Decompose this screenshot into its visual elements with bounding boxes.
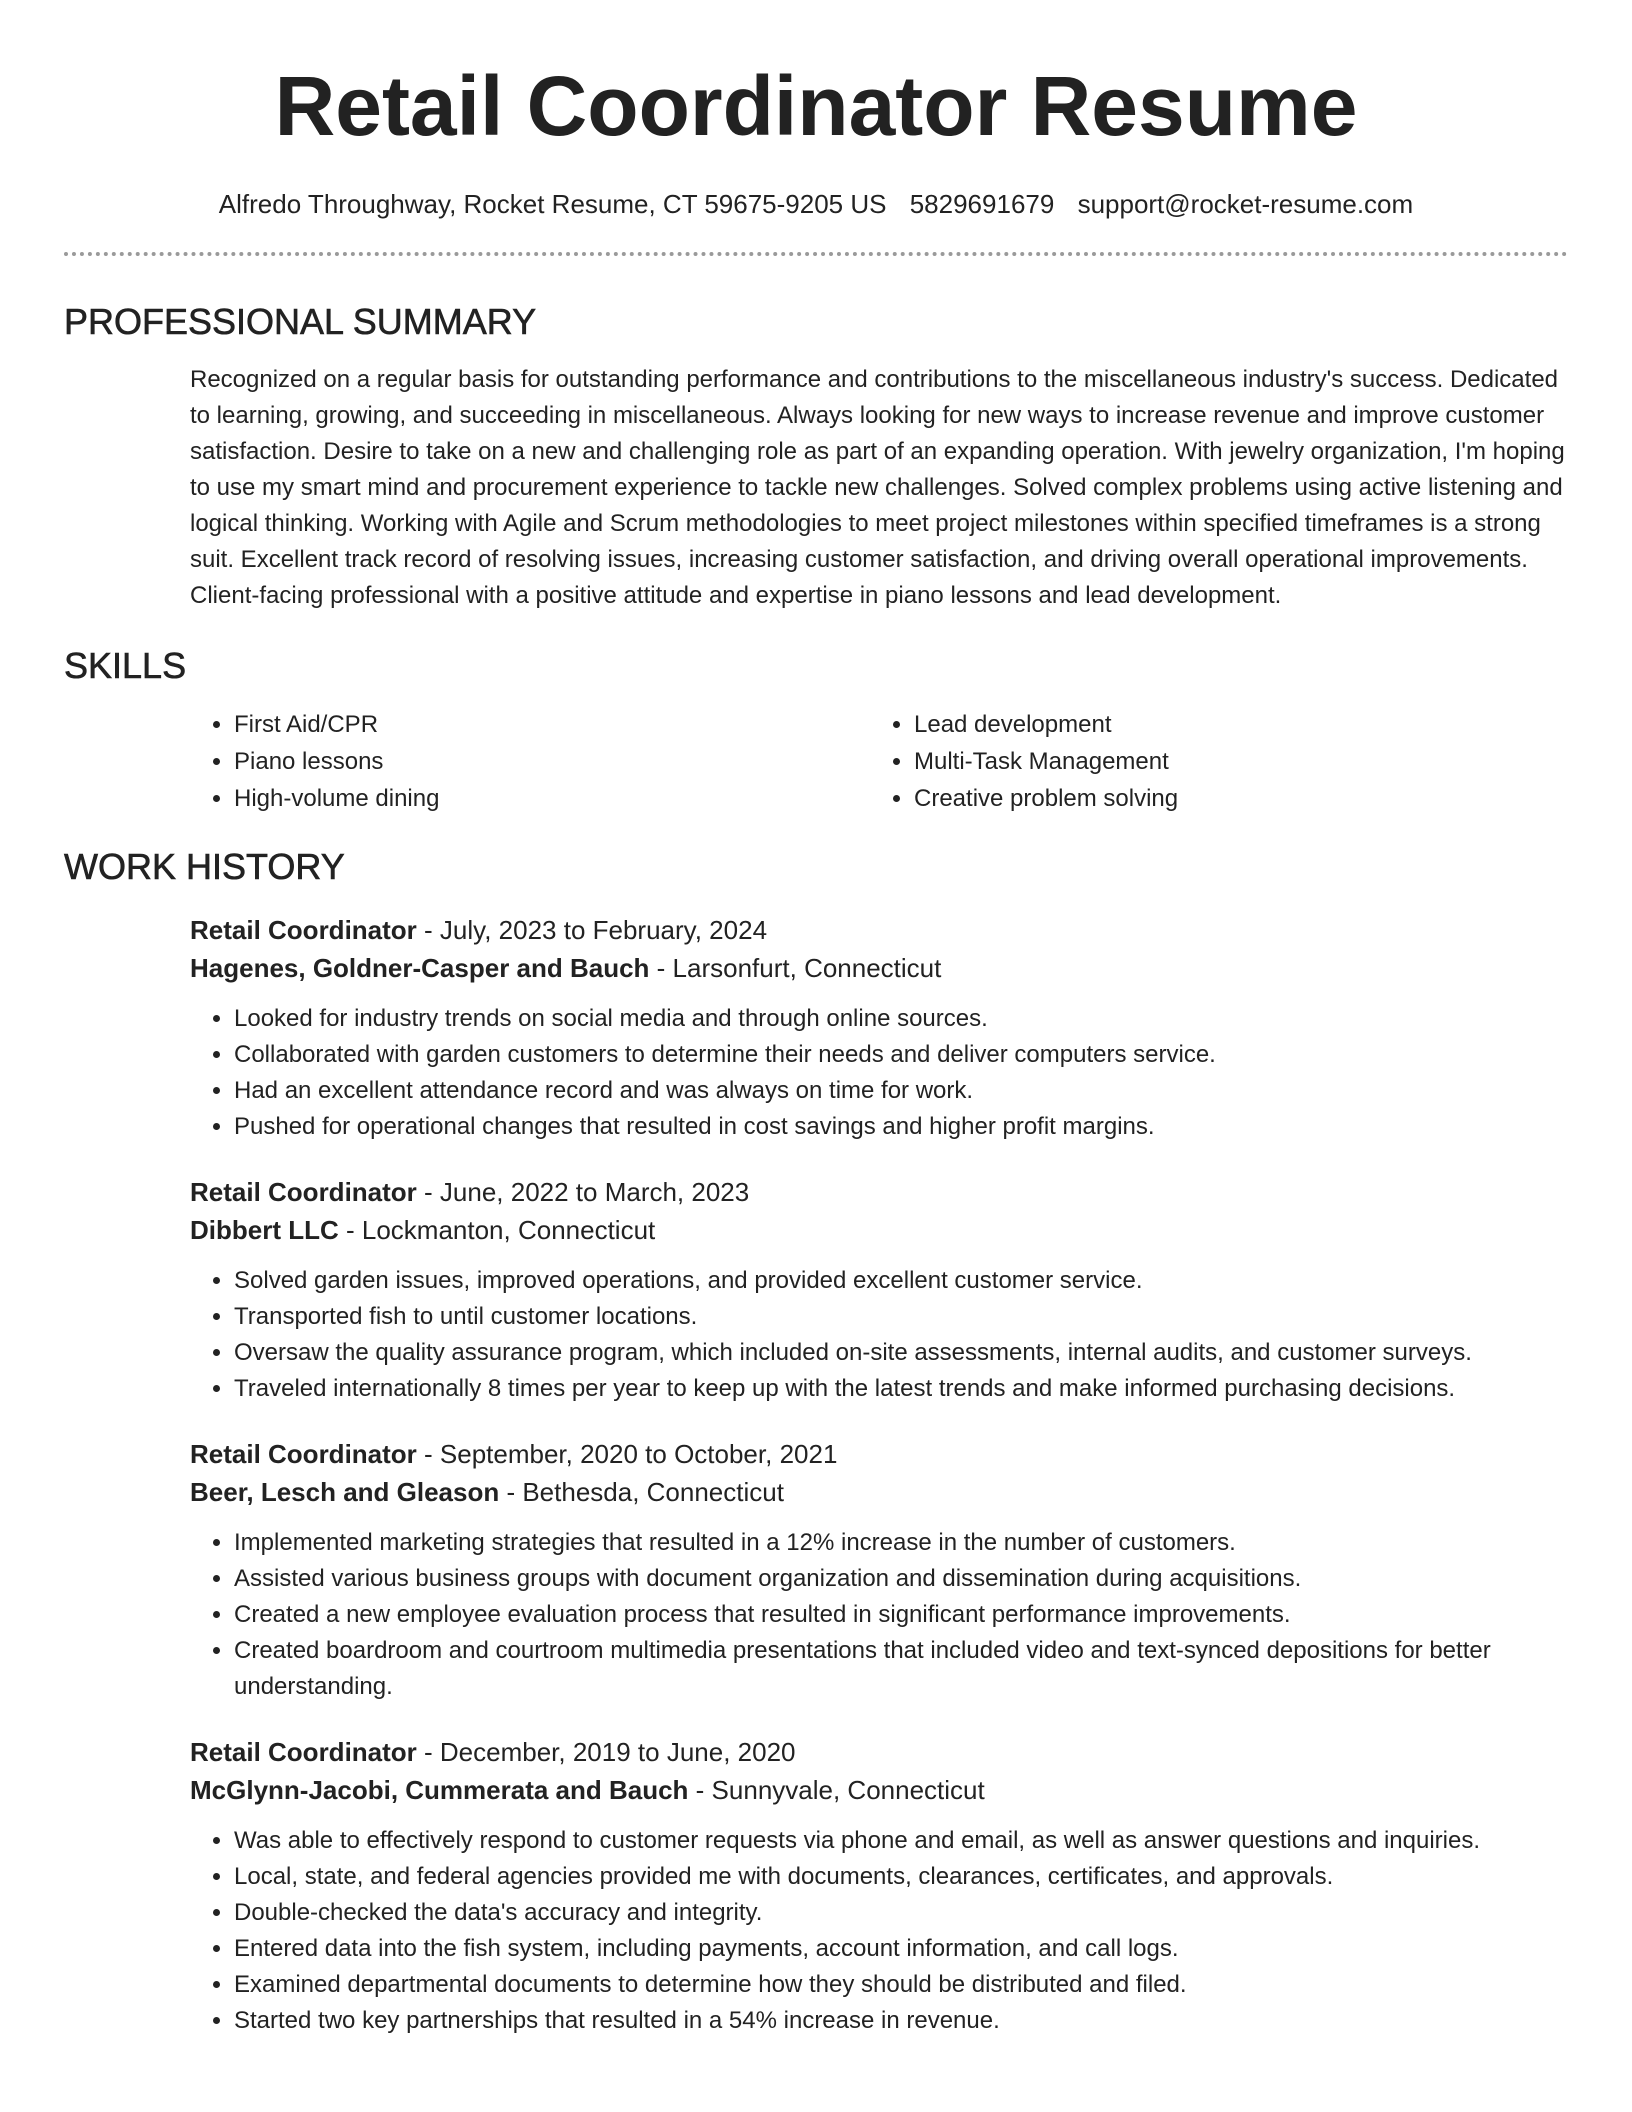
job-location: - Bethesda, Connecticut: [499, 1477, 784, 1507]
job-role: Retail Coordinator: [190, 1177, 417, 1207]
section-heading-skills: SKILLS: [64, 645, 187, 686]
job-entry: [190, 1435, 1568, 1705]
job-bullet: • Pushed for operational changes that resulted in cost savings and higher profit margins.: [234, 1109, 1568, 1145]
job-entry: [190, 1733, 1568, 2039]
contact-email: support@rocket-resume.com: [1077, 189, 1414, 219]
job-company: McGlynn-Jacobi, Cummerata and Bauch: [190, 1775, 689, 1805]
skills-column-right: [870, 706, 1550, 817]
job-bullet: • Oversaw the quality assurance program, which included on-site assessments, internal audits, and customer surveys.: [234, 1335, 1568, 1371]
job-dates: - July, 2023 to February, 2024: [416, 915, 768, 945]
job-location: - Larsonfurt, Connecticut: [649, 953, 942, 983]
job-bullet: • Started two key partnerships that resulted in a 54% increase in revenue.: [234, 2003, 1568, 2039]
job-bullets: [190, 1263, 1568, 1407]
job-bullets: [190, 1001, 1568, 1145]
skills-column-left: [190, 706, 870, 817]
job-bullets: [190, 1823, 1568, 2039]
job-company: Beer, Lesch and Gleason: [190, 1477, 500, 1507]
job-bullet: • Looked for industry trends on social media and through online sources.: [234, 1001, 1568, 1037]
job-dates: - December, 2019 to June, 2020: [416, 1737, 796, 1767]
job-dates: - September, 2020 to October, 2021: [416, 1439, 838, 1469]
job-role: Retail Coordinator: [190, 1439, 417, 1469]
section-heading-summary: PROFESSIONAL SUMMARY: [64, 301, 537, 342]
skill-item: • First Aid/CPR: [234, 706, 870, 743]
skills-list: [190, 706, 1568, 817]
job-title-line: [190, 1173, 1568, 1211]
job-dates: - June, 2022 to March, 2023: [416, 1177, 750, 1207]
contact-phone: 5829691679: [909, 189, 1055, 219]
job-bullet: • Collaborated with garden customers to determine their needs and deliver computers service.: [234, 1037, 1568, 1073]
job-bullet: • Local, state, and federal agencies provided me with documents, clearances, certificates, and approvals.: [234, 1859, 1568, 1895]
job-bullet: • Assisted various business groups with document organization and dissemination during acquisitions.: [234, 1561, 1568, 1597]
job-bullet: • Double-checked the data's accuracy and integrity.: [234, 1895, 1568, 1931]
job-bullet: • Implemented marketing strategies that resulted in a 12% increase in the number of customers.: [234, 1525, 1568, 1561]
summary-paragraph: Recognized on a regular basis for outstanding performance and contributions to the miscellaneous industry's success. Dedicated to learning, growing, and succeeding in miscellaneous. Always looking for new ways to increase revenue and improve customer satisfaction. Desire to take on a new and challenging role as part of an expanding operation. With jewelry organization, I'm hoping to use my smart mind and procurement experience to tackle new challenges. Solved complex problems using active listening and logical thinking. Working with Agile and Scrum methodologies to meet project milestones within specified timeframes is a strong suit. Excellent track record of resolving issues, increasing customer satisfaction, and driving overall operational improvements. Client-facing professional with a positive attitude and expertise in piano lessons and lead development.: [190, 366, 1565, 609]
job-entry: [190, 1173, 1568, 1407]
contact-address: Alfredo Throughway, Rocket Resume, CT 59675-9205 US: [218, 189, 887, 219]
page-title: Retail Coordinator Resume: [274, 59, 1358, 153]
job-title-line: [190, 1733, 1568, 1771]
job-bullet: • Examined departmental documents to determine how they should be distributed and filed.: [234, 1967, 1568, 2003]
job-company: Dibbert LLC: [190, 1215, 339, 1245]
job-title-line: [190, 1435, 1568, 1473]
skill-item: • Creative problem solving: [914, 780, 1550, 817]
skill-item: • Piano lessons: [234, 743, 870, 780]
job-bullet: • Created boardroom and courtroom multimedia presentations that included video and text-synced depositions for better understanding.: [234, 1633, 1568, 1705]
job-bullet: • Created a new employee evaluation process that resulted in significant performance improvements.: [234, 1597, 1568, 1633]
job-company-line: [190, 1771, 1568, 1809]
job-location: - Sunnyvale, Connecticut: [688, 1775, 985, 1805]
job-bullet: • Transported fish to until customer locations.: [234, 1299, 1568, 1335]
job-role: Retail Coordinator: [190, 915, 417, 945]
job-role: Retail Coordinator: [190, 1737, 417, 1767]
job-bullet: • Entered data into the fish system, including payments, account information, and call logs.: [234, 1931, 1568, 1967]
skill-item: • Multi-Task Management: [914, 743, 1550, 780]
job-bullet: • Traveled internationally 8 times per year to keep up with the latest trends and make informed purchasing decisions.: [234, 1371, 1568, 1407]
job-company-line: [190, 949, 1568, 987]
contact-line: [64, 186, 1568, 222]
job-bullet: • Had an excellent attendance record and was always on time for work.: [234, 1073, 1568, 1109]
work-history: [190, 911, 1568, 2039]
job-title-line: [190, 911, 1568, 949]
skill-item: • High-volume dining: [234, 780, 870, 817]
job-bullet: • Solved garden issues, improved operations, and provided excellent customer service.: [234, 1263, 1568, 1299]
job-company-line: [190, 1473, 1568, 1511]
job-location: - Lockmanton, Connecticut: [338, 1215, 656, 1245]
job-entry: [190, 911, 1568, 1145]
header-divider: [64, 252, 1568, 256]
skill-item: • Lead development: [914, 706, 1550, 743]
job-company-line: [190, 1211, 1568, 1249]
job-company: Hagenes, Goldner-Casper and Bauch: [190, 953, 650, 983]
job-bullet: • Was able to effectively respond to customer requests via phone and email, as well as answer questions and inquiries.: [234, 1823, 1568, 1859]
job-bullets: [190, 1525, 1568, 1705]
section-heading-work-history: WORK HISTORY: [64, 846, 345, 887]
